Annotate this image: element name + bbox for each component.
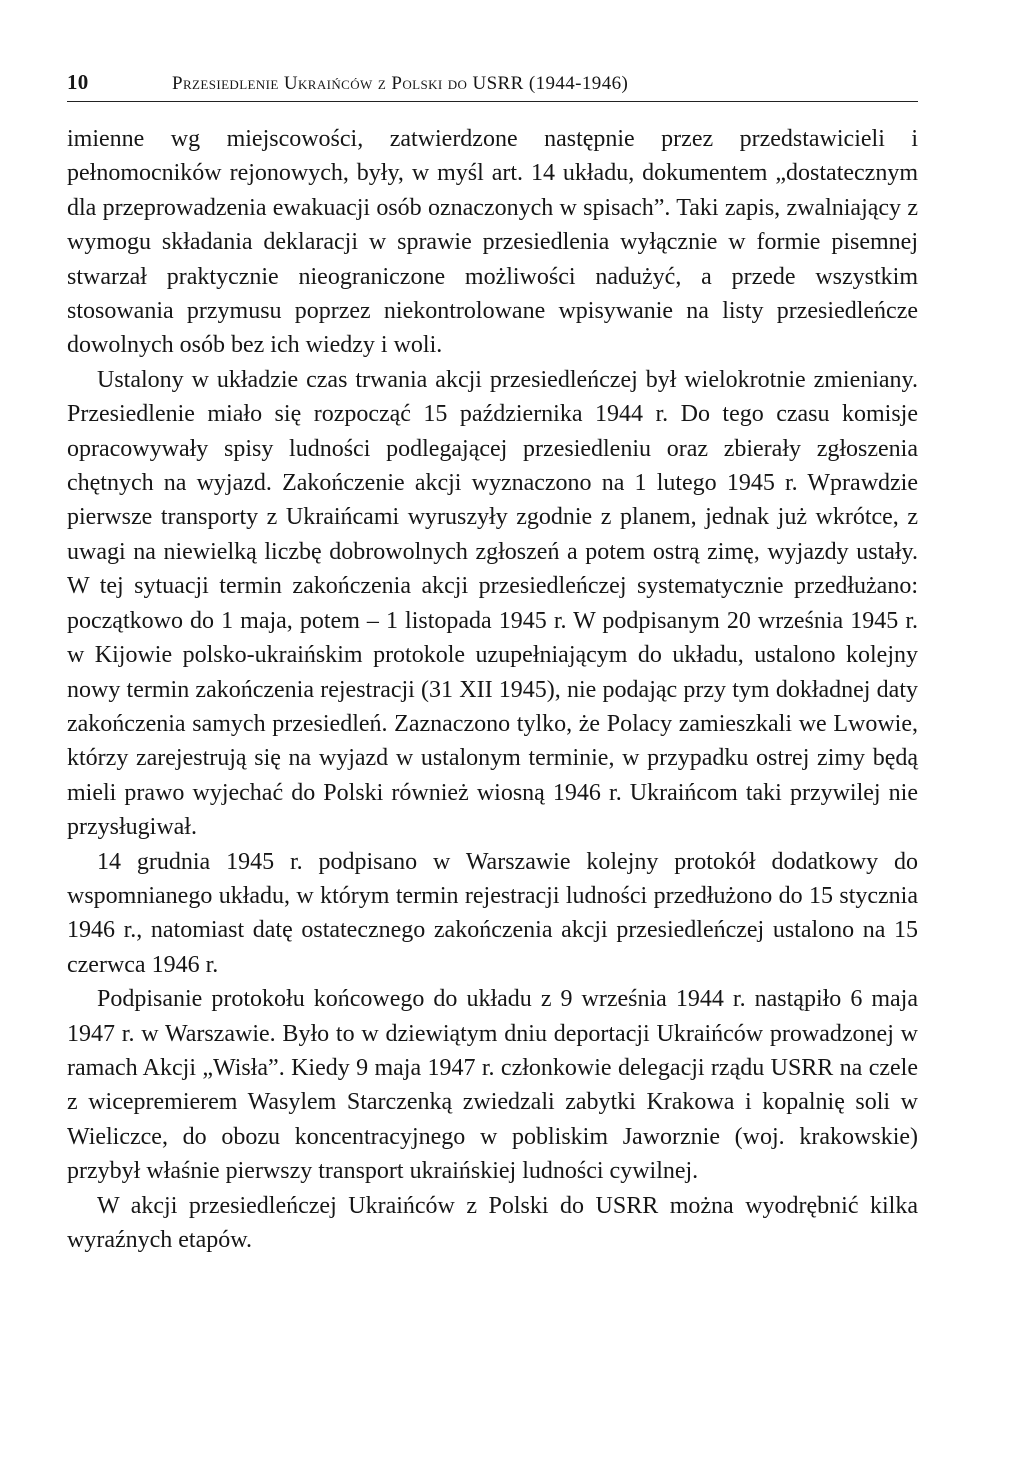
- paragraph: 14 grudnia 1945 r. podpisano w Warszawie kolejny protokół dodatkowy do wspomnianego układu, w którym termin rejestracji ludności przedłużono do 15 stycznia 1946 r., natomiast datę ostatecznego zakończenia akcji przesiedleńczej ustalono na 15 czerwca 1946 r.: [67, 848, 918, 978]
- running-header: [67, 70, 918, 102]
- paragraph: Ustalony w układzie czas trwania akcji przesiedleńczej był wielokrotnie zmieniany. Przesiedlenie miało się rozpocząć 15 października 1944 r. Do tego czasu komisje opracowywały spisy ludności podlegającej przesiedleniu oraz zbierały zgłoszenia chętnych na wyjazd. Zakończenie akcji wyznaczono na 1 lutego 1945 r. Wprawdzie pierwsze transporty z Ukraińcami wyruszyły zgodnie z planem, jednak już wkrótce, z uwagi na niewielką liczbę dobrowolnych zgłoszeń a potem ostrą zimę, wyjazdy ustały. W tej sytuacji termin zakończenia akcji przesiedleńczej systematycznie przedłużano: początkowo do 1 maja, potem – 1 listopada 1945 r. W podpisanym 20 września 1945 r. w Kijowie polsko-ukraińskim protokole uzupełniającym do układu, ustalono kolejny nowy termin zakończenia rejestracji (31 XII 1945), nie podając przy tym dokładnej daty zakończenia samych przesiedleń. Zaznaczono tylko, że Polacy zamieszkali we Lwowie, którzy zarejestrują się na wyjazd w ustalonym terminie, w przypadku ostrej zimy będą mieli prawo wyjechać do Polski również wiosną 1946 r. Ukraińcom taki przywilej nie przysługiwał.: [67, 366, 918, 841]
- page-number: 10: [67, 70, 89, 94]
- paragraph-continuation: imienne wg miejscowości, zatwierdzone następnie przez przedstawicieli i pełnomocników rejonowych, były, w myśl art. 14 układu, dokumentem „dostatecznym dla przeprowadzenia ewakuacji osób oznaczonych w spisach”. Taki zapis, zwalniający z wymogu składania deklaracji w sprawie przesiedlenia wyłącznie w formie pisemnej stwarzał praktycznie nieograniczone możliwości nadużyć, a przede wszystkim stosowania przymusu poprzez niekontrolowane wpisywanie na listy przesiedleńcze dowolnych osób bez ich wiedzy i woli.: [67, 126, 918, 359]
- paragraph: Podpisanie protokołu końcowego do układu z 9 września 1944 r. nastąpiło 6 maja 1947 r. w Warszawie. Było to w dziewiątym dniu deportacji Ukraińców prowadzonej w ramach Akcji „Wisła”. Kiedy 9 maja 1947 r. członkowie delegacji rządu USRR na czele z wicepremierem Wasylem Starczenką zwiedzali zabytki Krakowa i kopalnię soli w Wieliczce, do obozu koncentracyjnego w pobliskim Jaworznie (woj. krakowskie) przybył właśnie pierwszy transport ukraińskiej ludności cywilnej.: [67, 986, 918, 1185]
- paragraph: W akcji przesiedleńczej Ukraińców z Polski do USRR można wyodrębnić kilka wyraźnych etapów.: [67, 1192, 918, 1253]
- body-text: [67, 122, 918, 1257]
- running-title: Przesiedlenie Ukraińców z Polski do USRR (1944-1946): [172, 73, 629, 94]
